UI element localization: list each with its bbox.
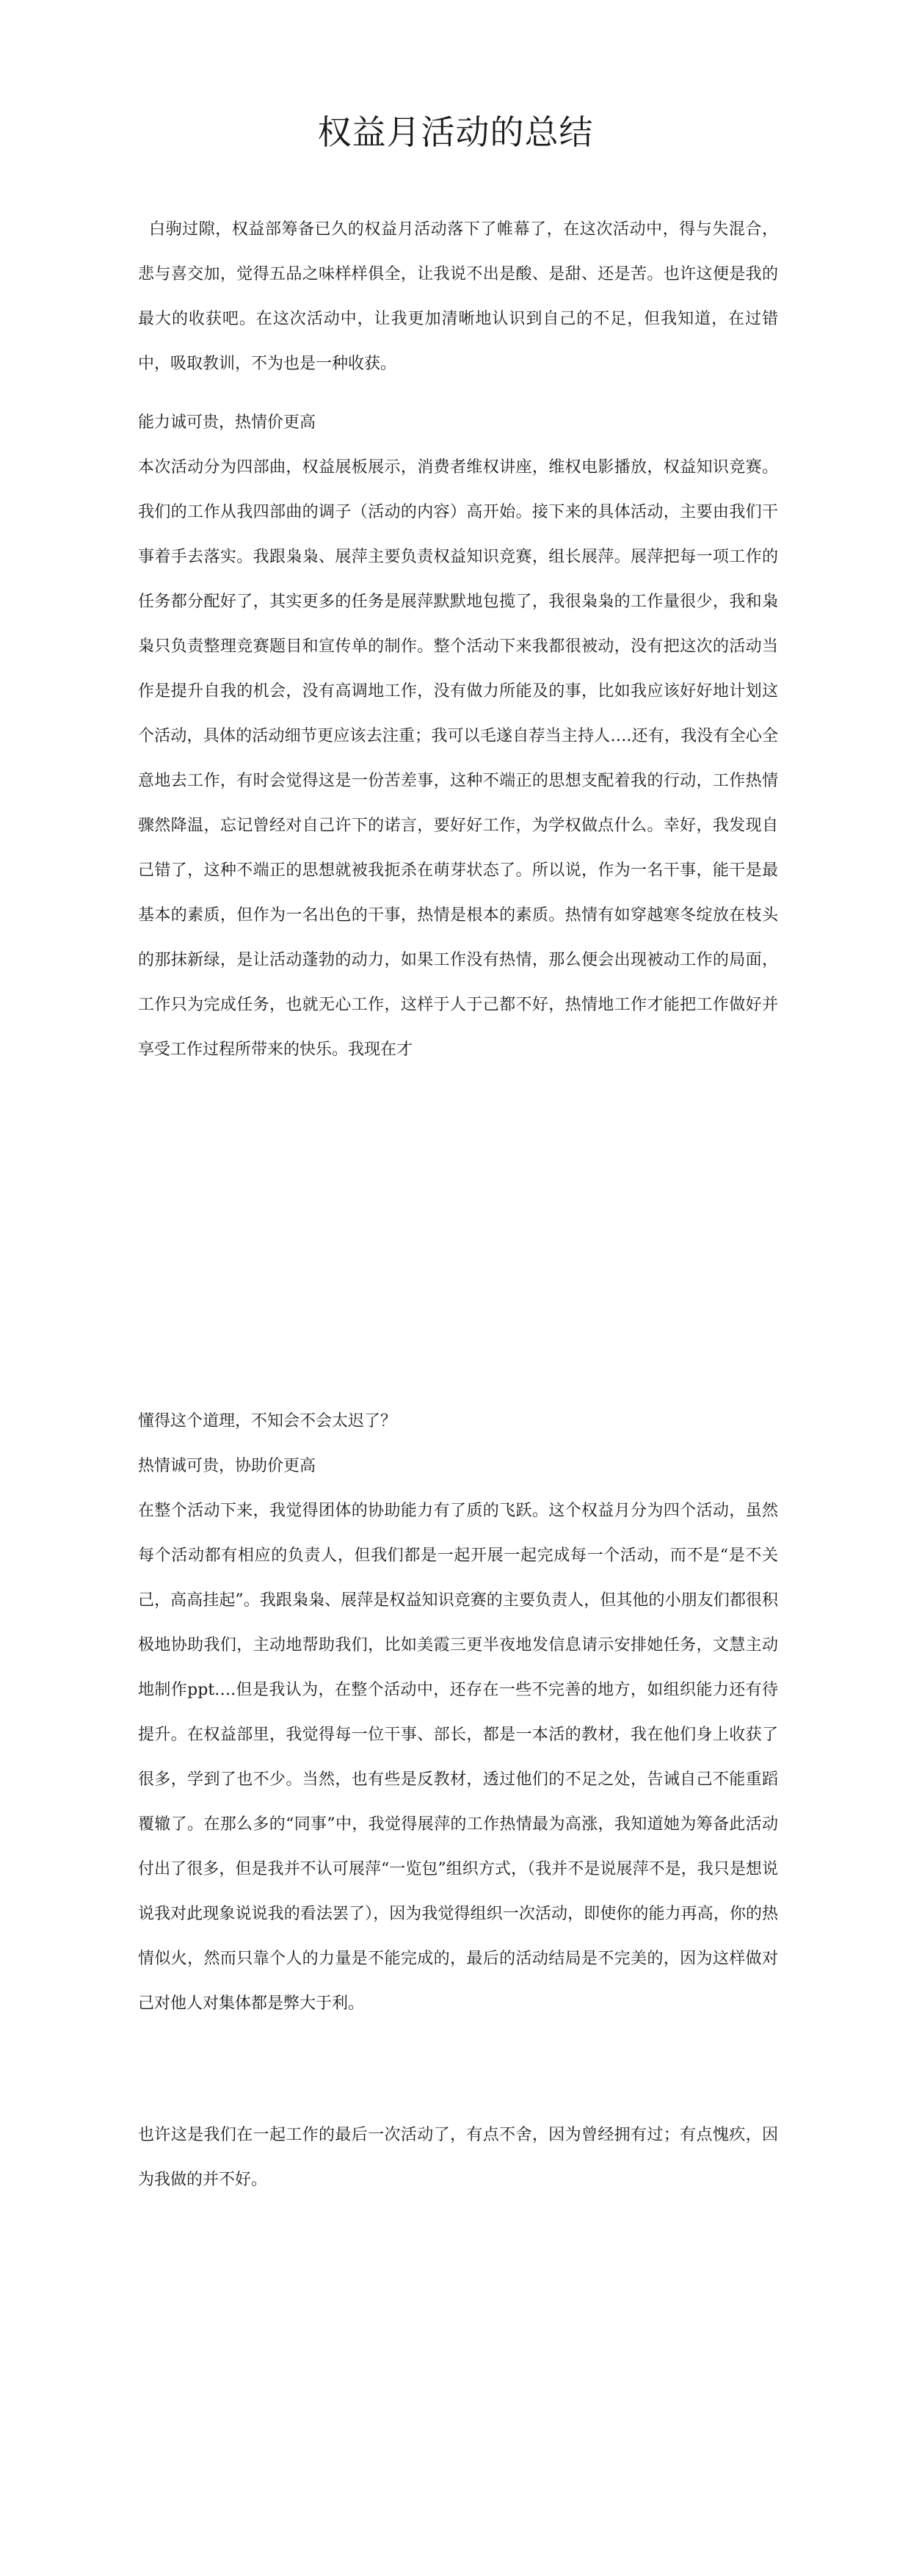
document-title: 权益月活动的总结 [317, 112, 594, 152]
section-heading-cooperation: 热情诚可贵，协助价更高 [138, 1457, 316, 1475]
section-paragraph-cooperation: 在整个活动下来，我觉得团体的协助能力有了质的飞跃。这个权益月分为四个活动，虽然每个活动都有相应的负责人，但我们都是一起开展一起完成每一个活动，而不是“是不关己，高高挂起”。我跟枭枭、展萍是权益知识竞赛的主要负责人，但其他的小朋友们都很积极地协助我们，主动地帮助我们，比如美霞三更半夜地发信息请示安排她任务，文慧主动地制作ppt….但是我认为，在整个活动中，还存在一些不完善的地方，如组织能力还有待提升。在权益部里，我觉得每一位干事、部长，都是一本活的教材，我在他们身上收获了很多，学到了也不少。当然，也有些是反教材，透过他们的不足之处，告诫自己不能重蹈覆辙了。在那么多的“同事”中，我觉得展萍的工作热情最为高涨，我知道她为筹备此活动付出了很多，但是我并不认可展萍“一览包”组织方式，（我并不是说展萍不是，我只是想说说我对此现象说说我的看法罢了），因为我觉得组织一次活动，即使你的能力再高，你的热情似火，然而只靠个人的力量是不能完成的，最后的活动结局是不完美的，因为这样做对己对他人对集体都是弊大于利。 [138, 1502, 779, 2013]
intro-paragraph: 白驹过隙，权益部筹备已久的权益月活动落下了帷幕了，在这次活动中，得与失混合，悲与喜交加，觉得五品之味样样俱全，让我说不出是酸、是甜、还是苦。也许这便是我的最大的收获吧。在这次活动中，让我更加清晰地认识到自己的不足，但我知道，在过错中，吸取教训，不为也是一种收获。 [138, 220, 778, 373]
section-paragraph-ability: 本次活动分为四部曲，权益展板展示，消费者维权讲座，维权电影播放，权益知识竞赛。我们的工作从我四部曲的调子（活动的内容）高开始。接下来的具体活动，主要由我们干事着手去落实。我跟枭枭、展萍主要负责权益知识竞赛，组长展萍。展萍把每一项工作的任务都分配好了，其实更多的任务是展萍默默地包揽了，我很枭枭的工作量很少，我和枭枭只负责整理竞赛题目和宣传单的制作。整个活动下来我都很被动，没有把这次的活动当作是提升自我的机会，没有高调地工作，没有做力所能及的事，比如我应该好好地计划这个活动，具体的活动细节更应该去注重；我可以毛遂自荐当主持人….还有，我没有全心全意地去工作，有时会觉得这是一份苦差事，这种不端正的思想支配着我的行动，工作热情骤然降温，忘记曾经对自己许下的诺言，要好好工作，为学权做点什么。幸好，我发现自己错了，这种不端正的思想就被我扼杀在萌芽状态了。所以说，作为一名干事，能干是最基本的素质，但作为一名出色的干事，热情是根本的素质。热情有如穿越寒冬绽放在枝头的那抹新绿，是让活动蓬勃的动力，如果工作没有热情，那么便会出现被动工作的局面，工作只为完成任务，也就无心工作，这样于人于己都不好，热情地工作才能把工作做好并享受工作过程所带来的快乐。我现在才 [138, 458, 778, 1059]
section-heading-ability: 能力诚可贵，热情价更高 [138, 413, 316, 432]
section-paragraph-ability-continued: 懂得这个道理，不知会不会太迟了？ [138, 1412, 397, 1430]
closing-paragraph: 也许这是我们在一起工作的最后一次活动了，有点不舍，因为曾经拥有过；有点愧疚，因为我做的并不好。 [138, 2126, 778, 2189]
